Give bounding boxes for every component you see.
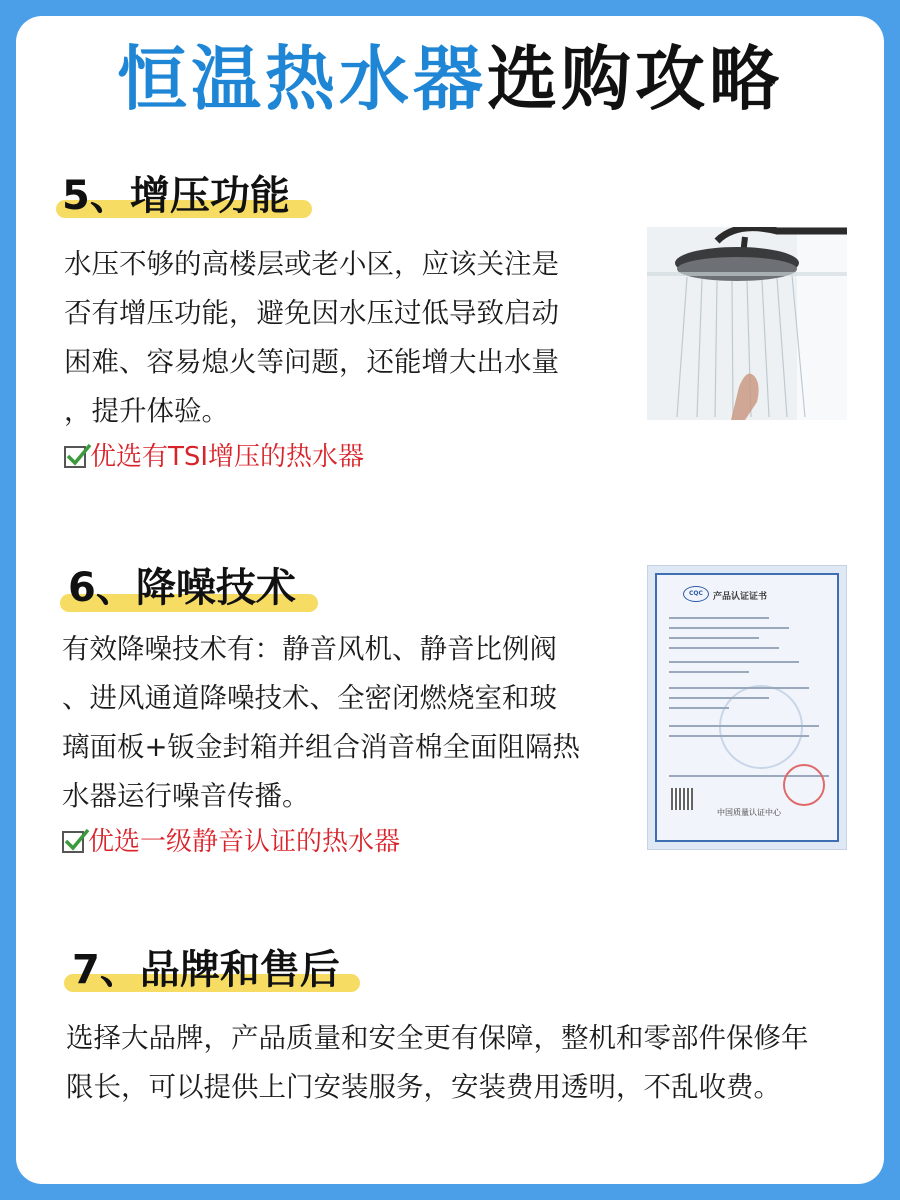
checkbox-icon (64, 446, 86, 468)
cqc-logo: CQC (683, 586, 709, 602)
section-text-noise (62, 625, 642, 821)
cert-text-line (669, 671, 749, 673)
certificate-org: 中国质量认证中心 (717, 808, 781, 817)
cert-text-line (669, 617, 769, 619)
text-line: ，提升体验。 (64, 395, 229, 427)
section-heading-brand: 7、品牌和售后 (72, 947, 340, 993)
text-line: 选择大品牌，产品质量和安全更有保障，整机和零部件保修年 (66, 1022, 809, 1054)
text-line: 否有增压功能，避免因水压过低导致启动 (64, 297, 559, 329)
tip-pressure (64, 440, 364, 474)
section-text-brand (66, 1014, 856, 1112)
cert-text-line (669, 637, 759, 639)
cert-text-line (669, 627, 789, 629)
section-heading-noise: 6、降噪技术 (68, 565, 296, 611)
text-line: 有效降噪技术有：静音风机、静音比例阀 (62, 633, 557, 665)
tip-noise (62, 825, 400, 859)
certificate-image (647, 565, 847, 850)
text-line: 困难、容易熄火等问题，还能增大出水量 (64, 346, 559, 378)
section-heading-pressure: 5、增压功能 (62, 173, 290, 219)
section-text-pressure (64, 240, 644, 436)
text-line: 、进风通道降噪技术、全密闭燃烧室和玻 (62, 682, 557, 714)
text-line: 璃面板+钣金封箱并组合消音棉全面阻隔热 (62, 731, 581, 763)
cert-text-line (669, 661, 799, 663)
cert-text-line (669, 735, 809, 737)
shower-image (647, 227, 847, 420)
cert-text-line (669, 697, 769, 699)
cert-text-line (669, 687, 809, 689)
text-line: 水压不够的高楼层或老小区，应该关注是 (64, 248, 559, 280)
title-black-part: 选购攻略 (487, 38, 783, 120)
tip-text: 优选有TSI增压的热水器 (90, 442, 365, 472)
text-line: 水器运行噪音传播。 (62, 780, 310, 812)
tip-text: 优选一级静音认证的热水器 (88, 827, 401, 857)
cert-text-line (669, 647, 779, 649)
checkbox-icon (62, 831, 84, 853)
certificate-frame (655, 573, 839, 842)
page-title (0, 34, 900, 124)
cert-text-line (669, 725, 819, 727)
certificate-title: 产品认证证书 (713, 592, 768, 602)
qr-code (671, 788, 693, 810)
title-blue-part: 恒温热水器 (117, 38, 487, 120)
cert-text-line (669, 707, 729, 709)
red-seal-stamp (783, 764, 825, 806)
text-line: 限长，可以提供上门安装服务，安装费用透明，不乱收费。 (66, 1071, 781, 1103)
